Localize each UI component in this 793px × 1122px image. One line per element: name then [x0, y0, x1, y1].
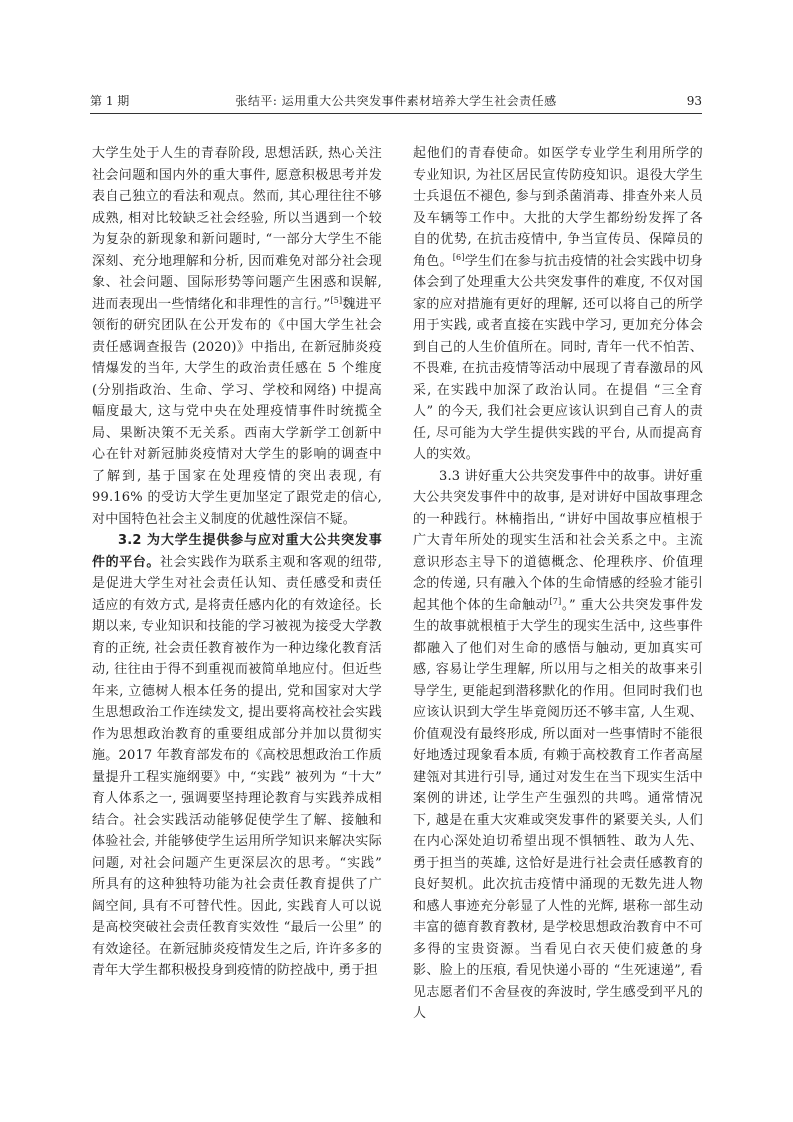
paragraph-text: 社会实践作为联系主观和客观的纽带, 是促进大学生对社会责任认知、责任感受和责任适应的有效方式, 是将责任感内化的有效途径。长期以来, 专业知识和技能的学习被视为接受大学教育的正统, 社会责任教育被作为一种边缘化教育活动, 往往由于得不到重视而被简单地应付。但近些年来, 立德树人根本任务的提出, 党和国家对大学生思想政治工作连续发文, 提出要将高校社会实践作为思想政治教育的重要组成部分并加以贯彻实施。2017 年教育部发布的《高校思想政治工作质量提升工程实施纲要》中, “实践” 被列为 “十大” 育人体系之一, 强调要坚持理论教育与实践养成相结合。社会实践活动能够促使学生了解、接触和体验社会, 并能够使学生运用所学知识来解决实际问题, 对社会问题产生更深层次的思考。“实践” 所具有的这种独特功能为社会责任教育提供了广阔空间, 具有不可替代性。因此, 实践育人可以说是高校突破社会责任教育实效性 “最后一公里” 的有效途径。在新冠肺炎疫情发生之后, 许许多多的青年大学生都积极投身到疫情的防控战中, 勇于担: [92, 554, 382, 978]
paragraph-text: 魏进平领衔的研究团队在公开发布的《中国大学生社会责任感调查报告 (2020)》中指出, 在新冠肺炎疫情爆发的当年, 大学生的政治责任感在 5 个维度 (分别指政治、生命、学习、学校和网络) 中提高幅度最大, 这与党中央在处理疫情事件时统揽全局、果断决策不无关系。西南大学新学工创新中心在针对新冠肺炎疫情对大学生的影响的调查中了解到, 基于国家在处理疫情的突出表现, 有 99.16% 的受访大学生更加坚定了跟党走的信心, 对中国特色社会主义制度的优越性深信不疑。: [92, 296, 382, 527]
paragraph: [92, 143, 382, 530]
right-column: [413, 143, 703, 1025]
page-number: 93: [686, 94, 702, 108]
citation: [7]: [549, 596, 562, 606]
section-paragraph: [92, 530, 382, 982]
citation: [6]: [452, 252, 465, 262]
header-rule: [90, 113, 702, 114]
paragraph-text: 大学生处于人生的青春阶段, 思想活跃, 热心关注社会问题和国内外的重大事件, 愿意积极思考并发表自己独立的看法和观点。然而, 其心理往往不够成熟, 相对比较缺乏社会经验, 所以当遇到一个较为复杂的新现象和新问题时, “一部分大学生不能深刻、充分地理解和分析, 因而难免对部分社会现象、社会问题、国际形势等问题产生困惑和误解, 进而表现出一些情绪化和非理性的言行。”: [92, 146, 382, 312]
running-header: [90, 92, 702, 110]
section-paragraph: [413, 466, 703, 1025]
citation: [5]: [330, 295, 343, 305]
running-title: 张结平: 运用重大公共突发事件素材培养大学生社会责任感: [235, 94, 557, 108]
paragraph-text: 。” 重大公共突发事件发生的故事就根植于大学生的现实生活中, 这些事件都融入了他们对生命的感悟与触动, 更加真实可感, 容易让学生理解, 所以用与之相关的故事来引导学生, 更能起到潜移默化的作用。但同时我们也应该认识到大学生毕竟阅历还不够丰富, 人生观、价值观没有最终形成, 所以面对一些事情时不能很好地透过现象看本质, 有赖于高校教育工作者高屋建瓴对其进行引导, 通过对发生在当下现实生活中案例的讲述, 让学生产生强烈的共鸣。通常情况下, 越是在重大灾难或突发事件的紧要关头, 人们在内心深处迫切希望出现不惧牺牲、敢为人先、勇于担当的英雄, 这恰好是进行社会责任感教育的良好契机。此次抗击疫情中涌现的无数先进人物和感人事迹充分彰显了人性的光辉, 堪称一部生动丰富的德育教育教材, 是学校思想政治教育中不可多得的宝贵资源。当看见白衣天使们疲惫的身影、脸上的压痕, 看见快递小哥的 “生死速递”, 看见志愿者们不舍昼夜的奔波时, 学生感受到平凡的人: [413, 597, 703, 1021]
paragraph: [413, 143, 703, 466]
section-heading: 3.3 讲好重大公共突发事件中的故事。: [439, 468, 664, 484]
issue-number: 第 1 期: [90, 94, 130, 108]
left-column: [92, 143, 382, 982]
section-heading: 3.2 为大学生提供参与应对重大公共突发事件的平台。: [92, 533, 382, 570]
paragraph-text: 起他们的青春使命。如医学专业学生利用所学的专业知识, 为社区居民宣传防疫知识。退役大学生士兵退伍不褪色, 参与到杀菌消毒、排查外来人员及车辆等工作中。大批的大学生都纷纷发挥了各自的优势, 在抗击疫情中, 争当宣传员、保障员的角色。: [413, 146, 703, 269]
paragraph-text: 讲好重大公共突发事件中的故事, 是对讲好中国故事理念的一种践行。林楠指出, “讲好中国故事应植根于广大青年所处的现实生活和社会关系之中。主流意识形态主导下的道德概念、伦理秩序、价值理念的传递, 只有融入个体的生命情感的经验才能引起其他个体的生命触动: [413, 468, 703, 613]
paragraph-text: 学生们在参与抗击疫情的社会实践中切身体会到了处理重大公共突发事件的难度, 不仅对国家的应对措施有更好的理解, 还可以将自己的所学用于实践, 或者直接在实践中学习, 更加充分体会到自己的人生价值所在。同时, 青年一代不怕苦、不畏难, 在抗击疫情等活动中展现了青春激昂的风采, 在实践中加深了政治认同。在提倡 “三全育人” 的今天, 我们社会更应该认识到自己育人的责任, 尽可能为大学生提供实践的平台, 从而提高育人的实效。: [413, 253, 703, 462]
